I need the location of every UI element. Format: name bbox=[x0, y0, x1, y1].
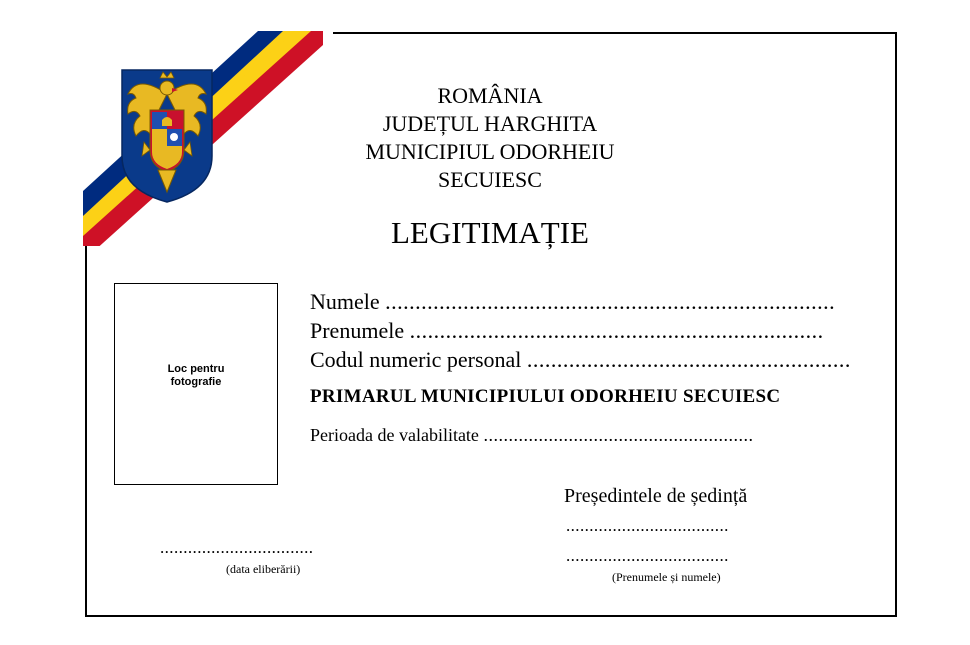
president-title: Președintele de ședință bbox=[564, 485, 748, 507]
name-label: Numele bbox=[310, 289, 380, 314]
validity-blank: ...................................................... bbox=[483, 425, 754, 445]
coat-of-arms-icon bbox=[118, 64, 216, 204]
header-country: ROMÂNIA bbox=[437, 83, 543, 108]
document-title: LEGITIMAȚIE bbox=[391, 215, 589, 250]
issue-date-line: ................................. bbox=[160, 538, 314, 557]
photo-placeholder bbox=[114, 283, 278, 485]
cnp-blank: ...................................................... bbox=[526, 347, 851, 372]
firstname-field bbox=[310, 318, 824, 344]
firstname-label: Prenumele bbox=[310, 318, 405, 343]
president-name-line: ................................... bbox=[566, 546, 729, 565]
mayor-line: PRIMARUL MUNICIPIULUI ODORHEIU SECUIESC bbox=[310, 386, 781, 407]
president-signature-line: ................................... bbox=[566, 516, 729, 535]
header-municipality: MUNICIPIUL ODORHEIU bbox=[365, 139, 615, 164]
validity-field bbox=[310, 425, 753, 446]
photo-placeholder-label: Loc pentru fotografie bbox=[167, 363, 225, 388]
name-field bbox=[310, 289, 835, 315]
name-blank: ........................................................................... bbox=[385, 289, 836, 314]
issue-date-caption: (data eliberării) bbox=[226, 562, 301, 576]
header-municipality-cont: SECUIESC bbox=[438, 167, 542, 192]
header-county: JUDEȚUL HARGHITA bbox=[382, 111, 598, 136]
president-caption: (Prenumele și numele) bbox=[612, 570, 721, 584]
cnp-label: Codul numeric personal bbox=[310, 347, 522, 372]
firstname-blank: ..................................................................... bbox=[409, 318, 824, 343]
validity-label: Perioada de valabilitate bbox=[310, 425, 479, 445]
cnp-field bbox=[310, 347, 851, 373]
